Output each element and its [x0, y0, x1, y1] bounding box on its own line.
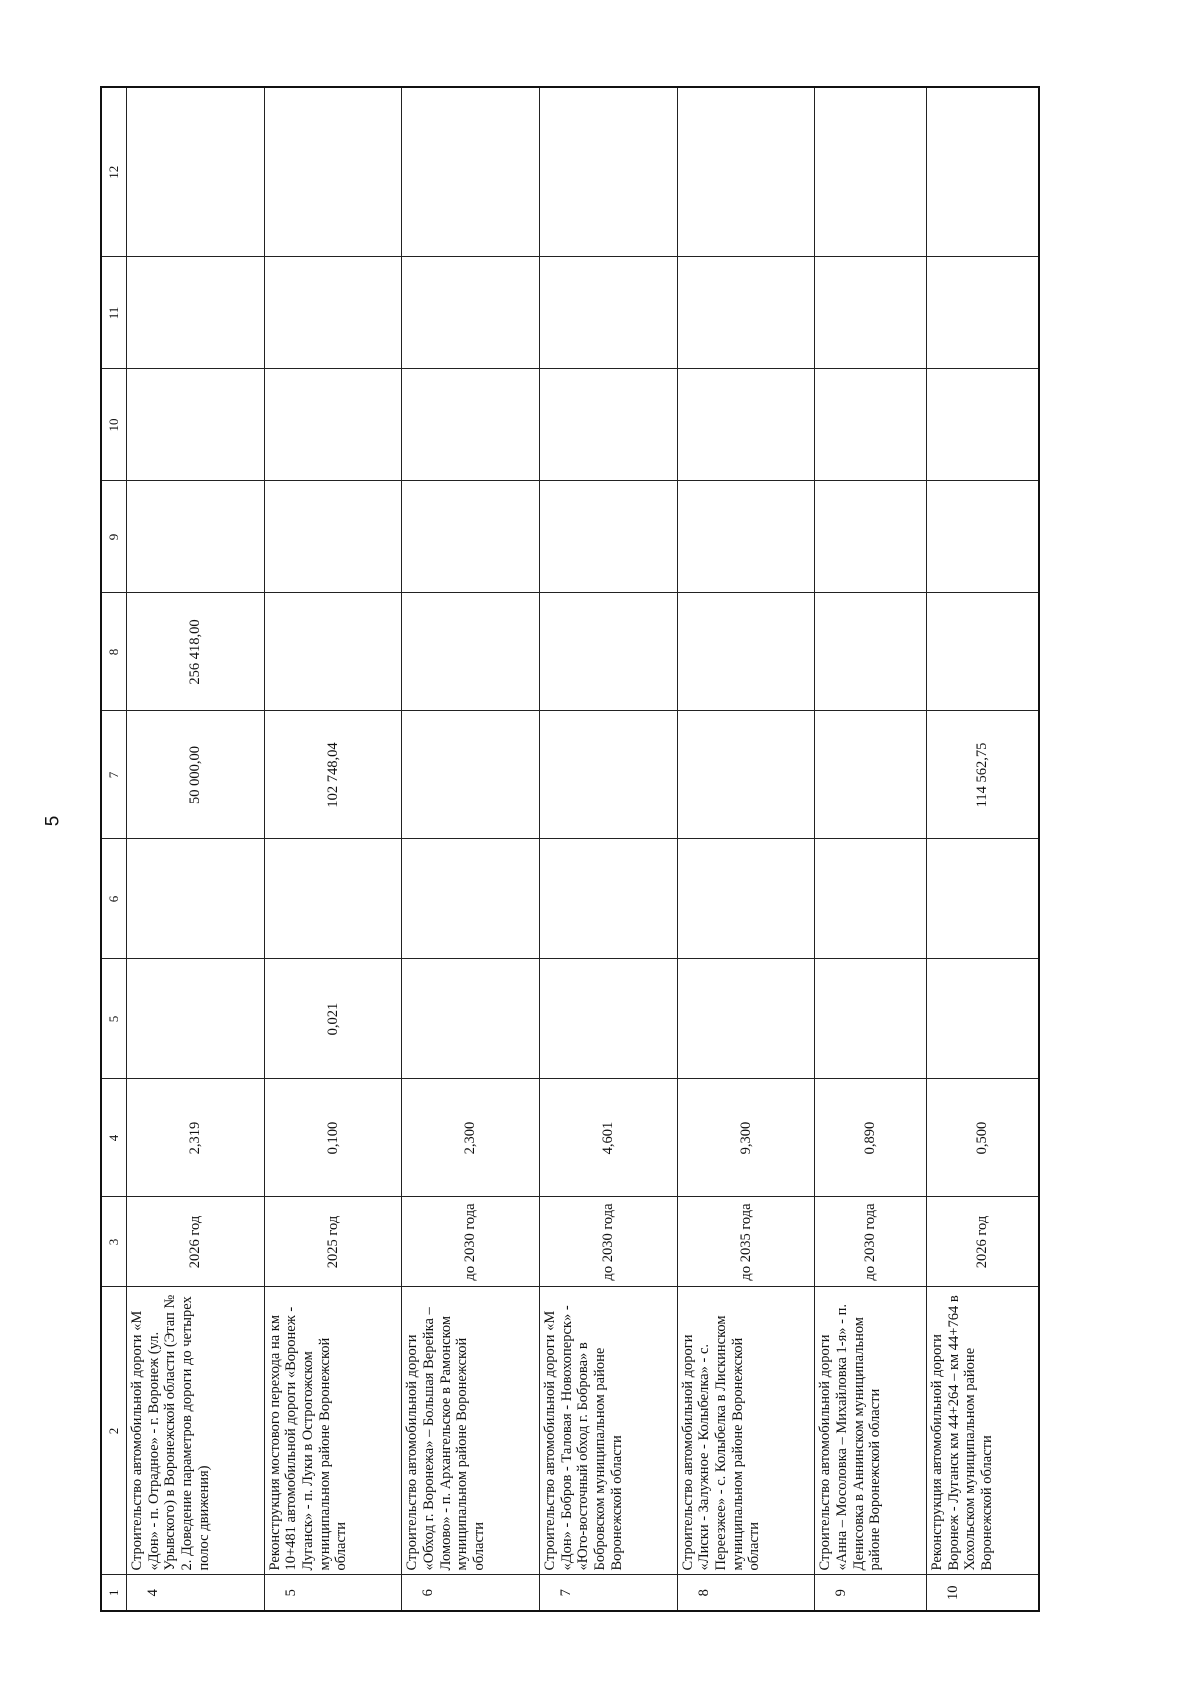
col8-cell	[815, 593, 927, 711]
completion-date-cell: 2025 год	[264, 1197, 402, 1287]
table-row	[264, 87, 402, 1611]
col11-cell	[815, 257, 927, 369]
col6-cell	[127, 839, 265, 959]
col12-cell	[127, 87, 265, 257]
header-cell: 11	[101, 257, 127, 369]
col4-cell: 0,100	[264, 1079, 402, 1197]
project-name-cell: Строительство автомобильной дороги «Обход г. Воронежа» – Большая Верейка – Ломово» - п. Архангельское в Рамонском муниципальном районе Воронежской области	[402, 1287, 540, 1575]
col4-cell: 0,890	[815, 1079, 927, 1197]
col10-cell	[815, 369, 927, 481]
col5-cell	[926, 959, 1039, 1079]
completion-date-cell: до 2030 года	[402, 1197, 540, 1287]
table-row	[127, 87, 265, 1611]
col9-cell	[402, 481, 540, 593]
rotated-table-frame	[100, 88, 1040, 1612]
table-row	[402, 87, 540, 1611]
col6-cell	[677, 839, 815, 959]
col7-cell: 114 562,75	[926, 711, 1039, 839]
col11-cell	[264, 257, 402, 369]
table-body	[127, 87, 1040, 1611]
col9-cell	[815, 481, 927, 593]
row-number-cell: 6	[402, 1575, 540, 1611]
col8-cell	[264, 593, 402, 711]
col8-cell	[926, 593, 1039, 711]
header-cell: 9	[101, 481, 127, 593]
project-name-cell: Реконструкция мостового перехода на км 10+481 автомобильной дороги «Воронеж - Луганск» - п. Луки в Острогожском муниципальном районе Воронежской области	[264, 1287, 402, 1575]
col8-cell	[539, 593, 677, 711]
col5-cell	[402, 959, 540, 1079]
col5-cell	[127, 959, 265, 1079]
header-cell: 3	[101, 1197, 127, 1287]
col9-cell	[677, 481, 815, 593]
col11-cell	[926, 257, 1039, 369]
header-cell: 1	[101, 1575, 127, 1611]
col7-cell	[815, 711, 927, 839]
col10-cell	[127, 369, 265, 481]
col6-cell	[402, 839, 540, 959]
col8-cell	[677, 593, 815, 711]
col6-cell	[815, 839, 927, 959]
project-name-cell: Строительство автомобильной дороги «Лиски - Залужное - Колыбелка» - с. Переезжее» - с. Колыбелка в Лискинском муниципальном районе Воронежской области	[677, 1287, 815, 1575]
project-name-cell: Строительство автомобильной дороги «М «Дон» - п. Отрадное» - г. Воронеж (ул. Урывского) в Воронежской области (Этап № 2. Доведение параметров дороги до четырех полос движения)	[127, 1287, 265, 1575]
row-number-cell: 7	[539, 1575, 677, 1611]
col11-cell	[539, 257, 677, 369]
col10-cell	[926, 369, 1039, 481]
completion-date-cell: 2026 год	[127, 1197, 265, 1287]
row-number-cell: 8	[677, 1575, 815, 1611]
table-row	[677, 87, 815, 1611]
col6-cell	[926, 839, 1039, 959]
col8-cell: 256 418,00	[127, 593, 265, 711]
completion-date-cell: до 2035 года	[677, 1197, 815, 1287]
header-cell: 10	[101, 369, 127, 481]
col11-cell	[402, 257, 540, 369]
completion-date-cell: до 2030 года	[539, 1197, 677, 1287]
col6-cell	[264, 839, 402, 959]
col4-cell: 9,300	[677, 1079, 815, 1197]
header-cell: 4	[101, 1079, 127, 1197]
row-number-cell: 5	[264, 1575, 402, 1611]
col7-cell	[677, 711, 815, 839]
col5-cell	[677, 959, 815, 1079]
row-number-cell: 4	[127, 1575, 265, 1611]
page-number: 5	[42, 815, 64, 827]
table-row	[539, 87, 677, 1611]
header-cell: 6	[101, 839, 127, 959]
col7-cell	[402, 711, 540, 839]
col9-cell	[539, 481, 677, 593]
col12-cell	[815, 87, 927, 257]
col5-cell	[815, 959, 927, 1079]
col4-cell: 0,500	[926, 1079, 1039, 1197]
table-container	[100, 88, 1040, 1612]
header-cell: 2	[101, 1287, 127, 1575]
project-name-cell: Строительство автомобильной дороги «Анна – Мосоловка – Михайловка 1-я» - п. Денисовка в Аннинском муниципальном районе Воронежской области	[815, 1287, 927, 1575]
completion-date-cell: до 2030 года	[815, 1197, 927, 1287]
row-number-cell: 10	[926, 1575, 1039, 1611]
col12-cell	[402, 87, 540, 257]
col9-cell	[264, 481, 402, 593]
col8-cell	[402, 593, 540, 711]
col5-cell: 0,021	[264, 959, 402, 1079]
header-cell: 12	[101, 87, 127, 257]
table-row	[926, 87, 1039, 1611]
col11-cell	[127, 257, 265, 369]
col4-cell: 4,601	[539, 1079, 677, 1197]
col12-cell	[677, 87, 815, 257]
col4-cell: 2,300	[402, 1079, 540, 1197]
col10-cell	[677, 369, 815, 481]
col12-cell	[264, 87, 402, 257]
col7-cell: 50 000,00	[127, 711, 265, 839]
col4-cell: 2,319	[127, 1079, 265, 1197]
project-name-cell: Строительство автомобильной дороги «М «Дон» - Бобров - Таловая - Новохоперск» - «Юго-восточный обход г. Боброва» в Бобровском муниципальном районе Воронежской области	[539, 1287, 677, 1575]
header-cell: 8	[101, 593, 127, 711]
construction-projects-table	[100, 86, 1040, 1612]
row-number-cell: 9	[815, 1575, 927, 1611]
col5-cell	[539, 959, 677, 1079]
project-name-cell: Реконструкция автомобильной дороги Воронеж - Луганск км 44+264 – км 44+764 в Хохольском муниципальном районе Воронежской области	[926, 1287, 1039, 1575]
table-row	[815, 87, 927, 1611]
completion-date-cell: 2026 год	[926, 1197, 1039, 1287]
col12-cell	[539, 87, 677, 257]
col10-cell	[539, 369, 677, 481]
col10-cell	[402, 369, 540, 481]
header-cell: 5	[101, 959, 127, 1079]
col7-cell: 102 748,04	[264, 711, 402, 839]
col11-cell	[677, 257, 815, 369]
col12-cell	[926, 87, 1039, 257]
col9-cell	[926, 481, 1039, 593]
col10-cell	[264, 369, 402, 481]
col9-cell	[127, 481, 265, 593]
header-row	[101, 87, 127, 1611]
header-cell: 7	[101, 711, 127, 839]
col6-cell	[539, 839, 677, 959]
col7-cell	[539, 711, 677, 839]
